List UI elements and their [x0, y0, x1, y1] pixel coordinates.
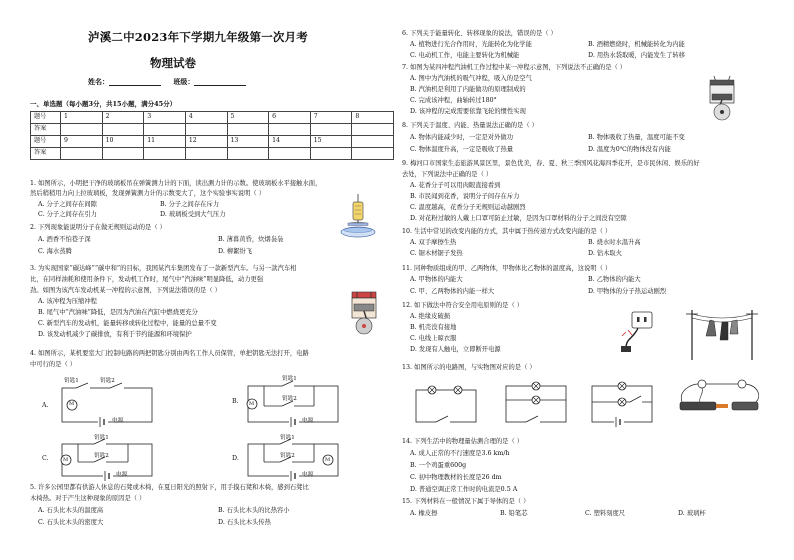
q9-line2: 去处，下列说法中正确的是（ ） [402, 171, 493, 178]
answer-cell[interactable] [102, 148, 144, 160]
q8-option-a: A. 物体内能减少时，一定是对外做功 [410, 134, 514, 141]
q6-option-a: A. 植物进行光合作用时，光能转化为化学能 [410, 41, 532, 48]
q11-option-b: B. 乙物体的内能大 [588, 276, 641, 283]
name-label: 姓名： [88, 77, 109, 86]
q4a-power: 电源 [112, 418, 124, 424]
q4c-motor: M [63, 457, 69, 463]
q5-option-b: B. 石头比木头的比热容小 [218, 507, 290, 514]
table-cell: 3 [144, 112, 186, 124]
q7-option-c: C. 完成该冲程，曲轴转过180° [410, 97, 497, 104]
q5-line2: 木椅热。对于产生这种现象的原因是（ ） [30, 495, 146, 502]
engine-cylinder-figure [344, 290, 384, 338]
q2-option-b: B. 薄暮黄昏，炊烟袅袅 [218, 236, 284, 243]
q2-option-a: A. 酒香不怕巷子深 [38, 236, 91, 243]
class-blank[interactable] [194, 78, 246, 86]
q7-option-a: A. 图中为汽油机的吸气冲程，吸入的是空气 [410, 75, 532, 82]
q2-stem: 2. 下列现象能说明分子在做无规则运动的是（ ） [30, 224, 166, 231]
table-cell: 8 [352, 112, 394, 124]
q4-option-b-label: B. [232, 398, 239, 405]
q10-option-b: B. 烧水时水温升高 [588, 239, 641, 246]
table-cell: 5 [227, 112, 269, 124]
name-class-row [88, 77, 256, 86]
table-row [31, 148, 394, 160]
name-blank[interactable] [109, 78, 161, 86]
q10-option-c: C. 锯木材锯子发热 [410, 250, 463, 257]
class-label: 班级： [173, 77, 195, 86]
q13-circuits-figure [402, 376, 774, 436]
q14-option-c: C. 初中物理教材的长度是26 dm [410, 474, 502, 481]
q15-option-b: B. 铅笔芯 [500, 510, 528, 517]
table-row [31, 124, 394, 136]
q4d-power: 电源 [302, 472, 314, 478]
q9-option-d: D. 对花粉过敏的人戴上口罩可防止过敏，是因为口罩材料的分子之间没有空隙 [410, 215, 627, 222]
q4c-key2: 钥匙2 [94, 453, 109, 459]
q3-line1: 3. 为实现国家“碳达峰”“碳中和”的目标，我国某汽车集团发布了一款新型汽车。与另一款汽车相 [30, 265, 297, 272]
exam-title: 泸溪二中2023年下学期九年级第一次月考 [88, 30, 309, 44]
answer-cell[interactable] [227, 124, 269, 136]
q14-stem: 14. 下列生活中的物理量估测合理的是（ ） [402, 438, 524, 445]
answer-cell[interactable] [310, 148, 352, 160]
answer-cell[interactable] [61, 148, 103, 160]
table-cell: 7 [310, 112, 352, 124]
table-cell [352, 136, 394, 148]
q9-option-b: B. 市民闻到花香，说明分子间存在斥力 [410, 193, 520, 200]
q9-line1: 9. 梅河口市国家生态旅游风景区里，景色优美，春、夏、秋三季国风花海四季花开，是市民休闲、娱乐的好 [402, 160, 700, 167]
q4b-motor: M [249, 401, 255, 407]
spring-scale-figure [338, 192, 390, 242]
table-cell: 题号 [31, 136, 61, 148]
answer-cell[interactable] [352, 148, 394, 160]
table-cell: 12 [185, 136, 227, 148]
q15-option-d: D. 玻璃杯 [678, 510, 706, 517]
q4-option-d-label: D. [232, 455, 239, 462]
q15-option-c: C. 塑料刻度尺 [585, 510, 626, 517]
q5-line1: 5. 许多公园里都有供游人休息的石凳或木椅，在夏日阳光的照射下，用手摸石凳和木椅，感到石凳比 [30, 484, 309, 491]
answer-cell[interactable] [144, 148, 186, 160]
table-cell: 题号 [31, 112, 61, 124]
table-row [31, 136, 394, 148]
q4-option-a-label: A. [42, 402, 49, 409]
socket-plug-figure [618, 308, 668, 356]
q4-line2: 中可行的是（ ） [30, 361, 77, 368]
q3-option-d: D. 该发动机减少了碳排放，有利于节约能源和环境保护 [38, 331, 192, 338]
q15-option-a: A. 橡皮擦 [410, 510, 438, 517]
q6-option-b: B. 酒精燃烧时，机械能转化为内能 [588, 41, 685, 48]
q10-option-a: A. 双手摩擦生热 [410, 239, 457, 246]
q5-option-a: A. 石头比木头的温度高 [38, 507, 104, 514]
q7-stem: 7. 如图为某四冲程汽油机工作过程中某一冲程示意图，下列说法不正确的是（ ） [402, 64, 627, 71]
answer-cell[interactable] [185, 124, 227, 136]
table-cell: 1 [61, 112, 103, 124]
answer-cell[interactable] [269, 124, 311, 136]
q7-option-d: D. 该冲程的完成需要依靠飞轮的惯性实现 [410, 108, 526, 115]
q4a-key1: 钥匙1 [64, 378, 79, 384]
q9-option-c: C. 温度越高，花香分子无规则运动越剧烈 [410, 204, 526, 211]
table-cell: 2 [102, 112, 144, 124]
q11-option-a: A. 甲物体的内能大 [410, 276, 463, 283]
answer-cell[interactable] [144, 124, 186, 136]
q4d-key1: 钥匙1 [280, 435, 295, 441]
table-cell: 14 [269, 136, 311, 148]
q1-option-a: A. 分子之间存在间隙 [38, 201, 97, 208]
q11-option-d: D. 甲物体的分子热运动剧烈 [588, 288, 667, 295]
q12-option-a: A. 绝缘皮破损 [410, 313, 451, 320]
q8-stem: 8. 下列关于温度、内能、热量说法正确的是（ ） [402, 122, 538, 129]
exam-subtitle: 物理试卷 [150, 56, 196, 70]
q8-option-d: D. 温度为0℃的物体没有内能 [588, 146, 671, 153]
table-row [31, 112, 394, 124]
q15-stem: 15. 下列材料在一般情况下属于导体的是（ ） [402, 498, 530, 505]
q14-option-d: D. 普通空调正常工作时的电流是0.5 A [410, 486, 518, 493]
section-title: 一、单选题（每小题3分，共15小题，满分45分） [30, 100, 177, 108]
powerline-laundry-figure [682, 306, 762, 362]
table-cell: 15 [310, 136, 352, 148]
answer-cell[interactable] [310, 124, 352, 136]
q5-option-d: D. 石头比木头传热 [218, 519, 271, 526]
q11-stem: 11. 同种物质组成的甲、乙两物体，甲物体比乙物体的温度高，这说明（ ） [402, 265, 612, 272]
q12-option-c: C. 电线上晾衣服 [410, 335, 457, 342]
answer-cell[interactable] [227, 148, 269, 160]
q6-option-d: D. 用热水袋取暖，内能发生了转移 [588, 52, 685, 59]
answer-cell[interactable] [61, 124, 103, 136]
q14-option-b: B. 一个鸡蛋重600g [410, 462, 467, 469]
q1-option-d: D. 玻璃板受到大气压力 [160, 211, 226, 218]
q6-stem: 6. 下列关于能量转化、转移现象的说法，错误的是（ ） [402, 30, 557, 37]
q2-option-d: D. 柳絮纷飞 [218, 248, 253, 255]
q11-option-c: C. 甲、乙两物体的内能一样大 [410, 288, 495, 295]
q2-option-c: C. 海水蒸腾 [38, 248, 72, 255]
q3-option-b: B. 尾气中“汽油味”降低，是因为汽油在汽缸中燃烧更充分 [38, 309, 198, 316]
q4b-key2: 钥匙2 [282, 396, 297, 402]
table-cell: 6 [269, 112, 311, 124]
q4d-motor: M [325, 457, 331, 463]
q6-option-c: C. 电动机工作，电能主要转化为机械能 [410, 52, 520, 59]
q1-option-c: C. 分子之间存在引力 [38, 211, 97, 218]
q13-stem: 13. 如图所示的电路图，与实物图对应的是（ ） [402, 364, 536, 371]
answer-cell[interactable] [352, 124, 394, 136]
q4d-key2: 钥匙2 [280, 453, 295, 459]
q12-option-d: D. 发现有人触电，立即断开电源 [410, 346, 501, 353]
q4b-key1: 钥匙1 [282, 376, 297, 382]
q5-option-c: C. 石头比木头的密度大 [38, 519, 104, 526]
q3-line2: 比，在同样油耗和使用条件下，发动机工作时，尾气中“汽油味”明显降低，动力更强 [30, 276, 264, 283]
table-cell: 答案 [31, 124, 61, 136]
q4a-key2: 钥匙2 [100, 378, 115, 384]
q8-option-c: C. 物体温度升高，一定是吸收了热量 [410, 146, 514, 153]
answer-cell[interactable] [102, 124, 144, 136]
q4c-power: 电源 [116, 472, 128, 478]
table-cell: 9 [61, 136, 103, 148]
q14-option-a: A. 成人正常的不行速度是3.6 km/h [410, 450, 510, 457]
q12-option-b: B. 机壳没有接地 [410, 324, 457, 331]
q10-stem: 10. 生活中常见的改变内能的方式，其中属于热传递方式改变内能的是（ ） [402, 228, 612, 235]
q3-option-a: A. 该冲程为压缩冲程 [38, 298, 97, 305]
answer-cell[interactable] [185, 148, 227, 160]
q3-line3: 劲。如图为该汽车发动机某一冲程的示意图，下列说法错误的是（ ） [30, 287, 221, 294]
table-cell: 11 [144, 136, 186, 148]
q1-line1: 1. 如图所示，小明把干净的玻璃板吊在弹簧测力计的下面，读出测力计的示数。使玻璃板水平接触水面， [30, 180, 322, 187]
q10-option-d: D. 钻木取火 [588, 250, 623, 257]
table-cell: 13 [227, 136, 269, 148]
table-cell: 答案 [31, 148, 61, 160]
q7-option-b: B. 汽油机是利用了内能做功的原理制成的 [410, 86, 526, 93]
q3-option-c: C. 新型汽车的发动机，能量转移或转化过程中，能量的总量不变 [38, 320, 217, 327]
q4-option-c-label: C. [42, 455, 49, 462]
q4-line1: 4. 如图所示，某机要室大门控制电路的两把钥匙分别由两名工作人员保管，单把钥匙无法打开，电路 [30, 350, 309, 357]
answer-cell[interactable] [269, 148, 311, 160]
q9-option-a: A. 花香分子可以用肉眼直接看到 [410, 182, 501, 189]
q8-option-b: B. 物体吸收了热量，温度可能不变 [588, 134, 685, 141]
q4b-power: 电源 [302, 418, 314, 424]
table-cell: 4 [185, 112, 227, 124]
q12-stem: 12. 如下做法中符合安全用电原则的是（ ） [402, 302, 524, 309]
table-cell: 10 [102, 136, 144, 148]
q1-line2: 然后稍稍用力向上拉玻璃板，发现弹簧测力计的示数变大了，这个实验事实说明（ ） [30, 190, 265, 197]
answer-table [30, 111, 394, 160]
engine-intake-figure [702, 74, 742, 124]
q4c-key1: 钥匙1 [94, 435, 109, 441]
q4a-motor: M [69, 401, 75, 407]
q1-option-b: B. 分子之间存在斥力 [160, 201, 220, 208]
